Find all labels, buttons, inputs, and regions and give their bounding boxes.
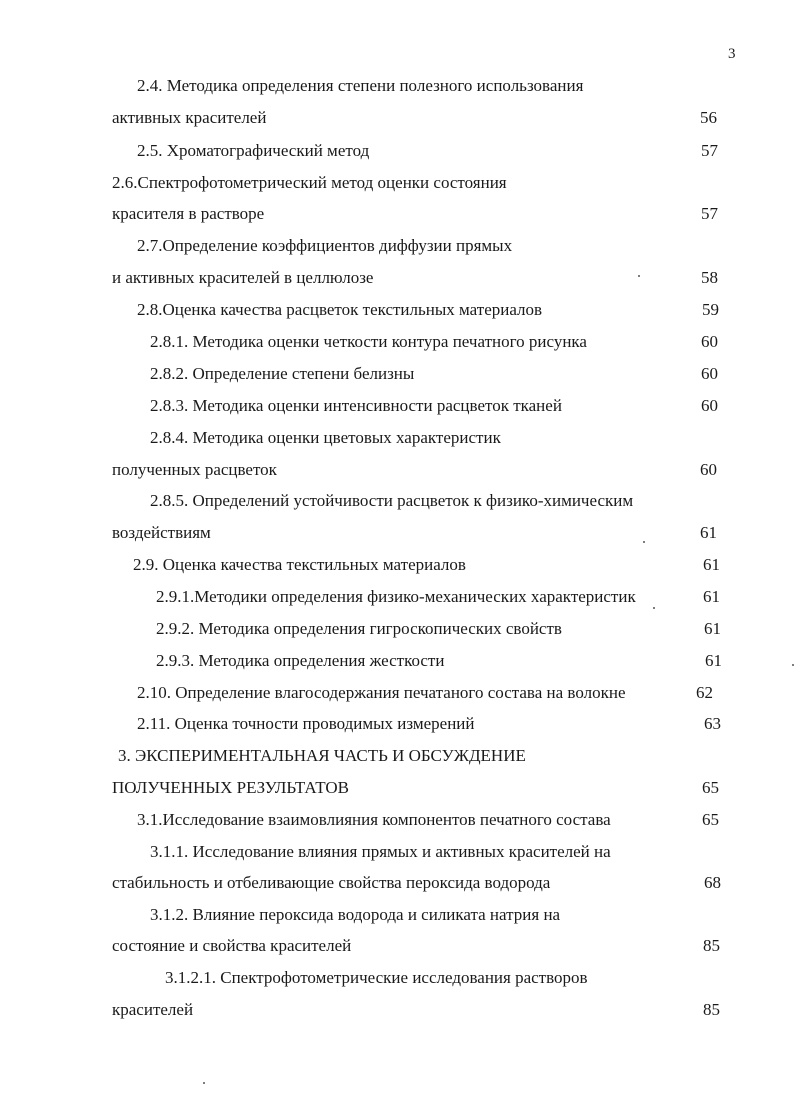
scan-speck: [653, 607, 655, 609]
toc-entry-text: 2.8.1. Методика оценки четкости контура печатного рисунка: [150, 332, 587, 351]
toc-entry-text: 2.11. Оценка точности проводимых измерений: [137, 714, 475, 733]
toc-entry-page: 57: [701, 204, 718, 223]
toc-entry-page: 61: [700, 523, 717, 542]
toc-entry-page: 62: [696, 683, 713, 702]
toc-entry-text: 2.9. Оценка качества текстильных материалов: [133, 555, 466, 574]
scan-speck: [792, 664, 794, 666]
toc-entry-page: 58: [701, 268, 718, 287]
toc-entry-text: полученных расцветок: [112, 460, 277, 479]
toc-entry-text: ПОЛУЧЕННЫХ РЕЗУЛЬТАТОВ: [112, 778, 349, 797]
toc-entry-page: 63: [704, 714, 721, 733]
toc-entry-page: 61: [705, 651, 722, 670]
toc-entry-text: 2.8.5. Определений устойчивости расцветок к физико-химическим: [150, 491, 634, 510]
scan-speck: [203, 1082, 205, 1084]
toc-entry-page: 65: [702, 778, 719, 797]
toc-entry-text: активных красителей: [112, 108, 267, 127]
toc-entry-text: стабильность и отбеливающие свойства пероксида водорода: [112, 873, 551, 892]
toc-entry-text: 3.1.1. Исследование влияния прямых и активных красителей на: [150, 842, 611, 861]
toc-entry-text: 2.8.2. Определение степени белизны: [150, 364, 415, 383]
toc-entry-page: 61: [703, 587, 720, 606]
toc-entry-text: 2.8.Оценка качества расцветок текстильных материалов: [137, 300, 543, 319]
toc-entry-text: 2.10. Определение влагосодержания печатаного состава на волокне: [137, 683, 626, 702]
toc-entry-text: 3.1.2.1. Спектрофотометрические исследования растворов: [165, 968, 588, 987]
toc-entry-text: 3. ЭКСПЕРИМЕНТАЛЬНАЯ ЧАСТЬ И ОБСУЖДЕНИЕ: [118, 746, 526, 765]
toc-entry-page: 85: [703, 936, 720, 955]
toc-entry-page: 61: [703, 555, 720, 574]
toc-entry-page: 61: [704, 619, 721, 638]
toc-entry-text: и активных красителей в целлюлозе: [112, 268, 374, 287]
toc-entry-text: 2.4. Методика определения степени полезного использования: [137, 76, 584, 95]
toc-entry-text: воздействиям: [112, 523, 211, 542]
toc-entry-text: 2.9.2. Методика определения гигроскопических свойств: [156, 619, 562, 638]
toc-entry-text: состояние и свойства красителей: [112, 936, 352, 955]
toc-entry-text: 3.1.Исследование взаимовлияния компонентов печатного состава: [137, 810, 611, 829]
toc-entry-page: 85: [703, 1000, 720, 1019]
toc-entry-page: 60: [700, 460, 717, 479]
toc-entry-text: 2.8.4. Методика оценки цветовых характеристик: [150, 428, 501, 447]
toc-entry-page: 60: [701, 332, 718, 351]
toc-entry-page: 68: [704, 873, 721, 892]
page-number: 3: [728, 46, 736, 62]
toc-entry-text: 2.9.3. Методика определения жесткости: [156, 651, 445, 670]
toc-entry-text: 2.8.3. Методика оценки интенсивности расцветок тканей: [150, 396, 562, 415]
scan-speck: [638, 275, 640, 277]
toc-entry-page: 57: [701, 141, 718, 160]
toc-entry-text: 2.7.Определение коэффициентов диффузии прямых: [137, 236, 513, 255]
toc-entry-text: 2.6.Спектрофотометрический метод оценки состояния: [112, 173, 507, 192]
toc-entry-text: 3.1.2. Влияние пероксида водорода и силиката натрия на: [150, 905, 561, 924]
toc-entry-text: 2.5. Хроматографический метод: [137, 141, 370, 160]
toc-entry-text: красителя в растворе: [112, 204, 265, 223]
toc-entry-page: 56: [700, 108, 717, 127]
toc-entry-text: 2.9.1.Методики определения физико-механических характеристик: [156, 587, 636, 606]
toc-entry-page: 59: [702, 300, 719, 319]
scan-speck: [643, 541, 645, 543]
toc-entry-page: 60: [701, 364, 718, 383]
toc-entry-page: 65: [702, 810, 719, 829]
toc-entry-page: 60: [701, 396, 718, 415]
toc-entry-text: красителей: [112, 1000, 194, 1019]
